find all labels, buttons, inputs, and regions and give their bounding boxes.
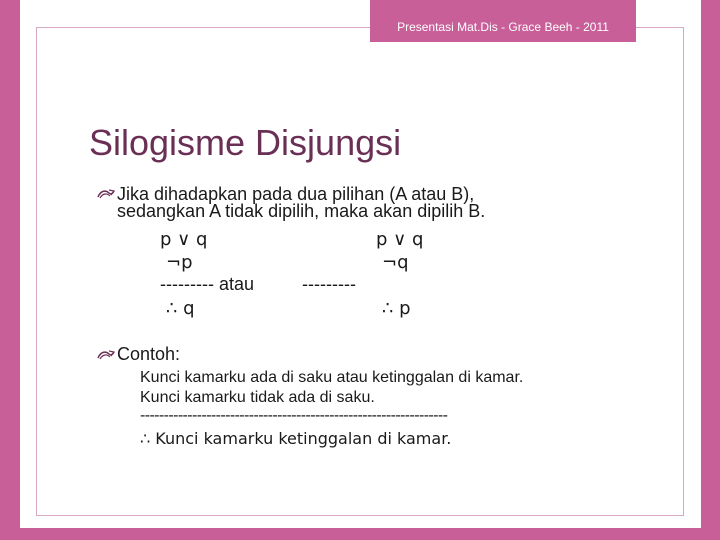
left-divider: --------- atau <box>160 274 254 294</box>
left-premise-1: p ∨ q <box>160 229 208 250</box>
right-premise-1: p ∨ q <box>376 229 424 250</box>
right-divider: --------- <box>302 274 356 294</box>
left-premise-2: ¬p <box>166 252 193 273</box>
scroll-bullet-icon <box>97 188 115 200</box>
example-divider: ----------------------------------------------------------------- <box>140 407 448 424</box>
bullet2-label: Contoh: <box>117 344 181 364</box>
scroll-bullet-icon <box>97 349 115 361</box>
header-block <box>370 0 636 42</box>
example-line-1: Kunci kamarku ada di saku atau ketinggalan di kamar. <box>140 369 524 386</box>
bullet1-line1: Jika dihadapkan pada dua pilihan (A atau B), <box>117 184 475 204</box>
right-conclusion: ∴ p <box>382 298 411 319</box>
right-premise-2: ¬q <box>382 252 409 273</box>
example-line-2: Kunci kamarku tidak ada di saku. <box>140 389 375 406</box>
header-text: Presentasi Mat.Dis - Grace Beeh - 2011 <box>397 20 609 34</box>
example-conclusion: ∴ Kunci kamarku ketinggalan di kamar. <box>140 429 452 448</box>
slide-title: Silogisme Disjungsi <box>89 122 402 163</box>
bullet1-line2: sedangkan A tidak dipilih, maka akan dipilih B. <box>117 201 486 221</box>
left-conclusion: ∴ q <box>166 298 195 319</box>
